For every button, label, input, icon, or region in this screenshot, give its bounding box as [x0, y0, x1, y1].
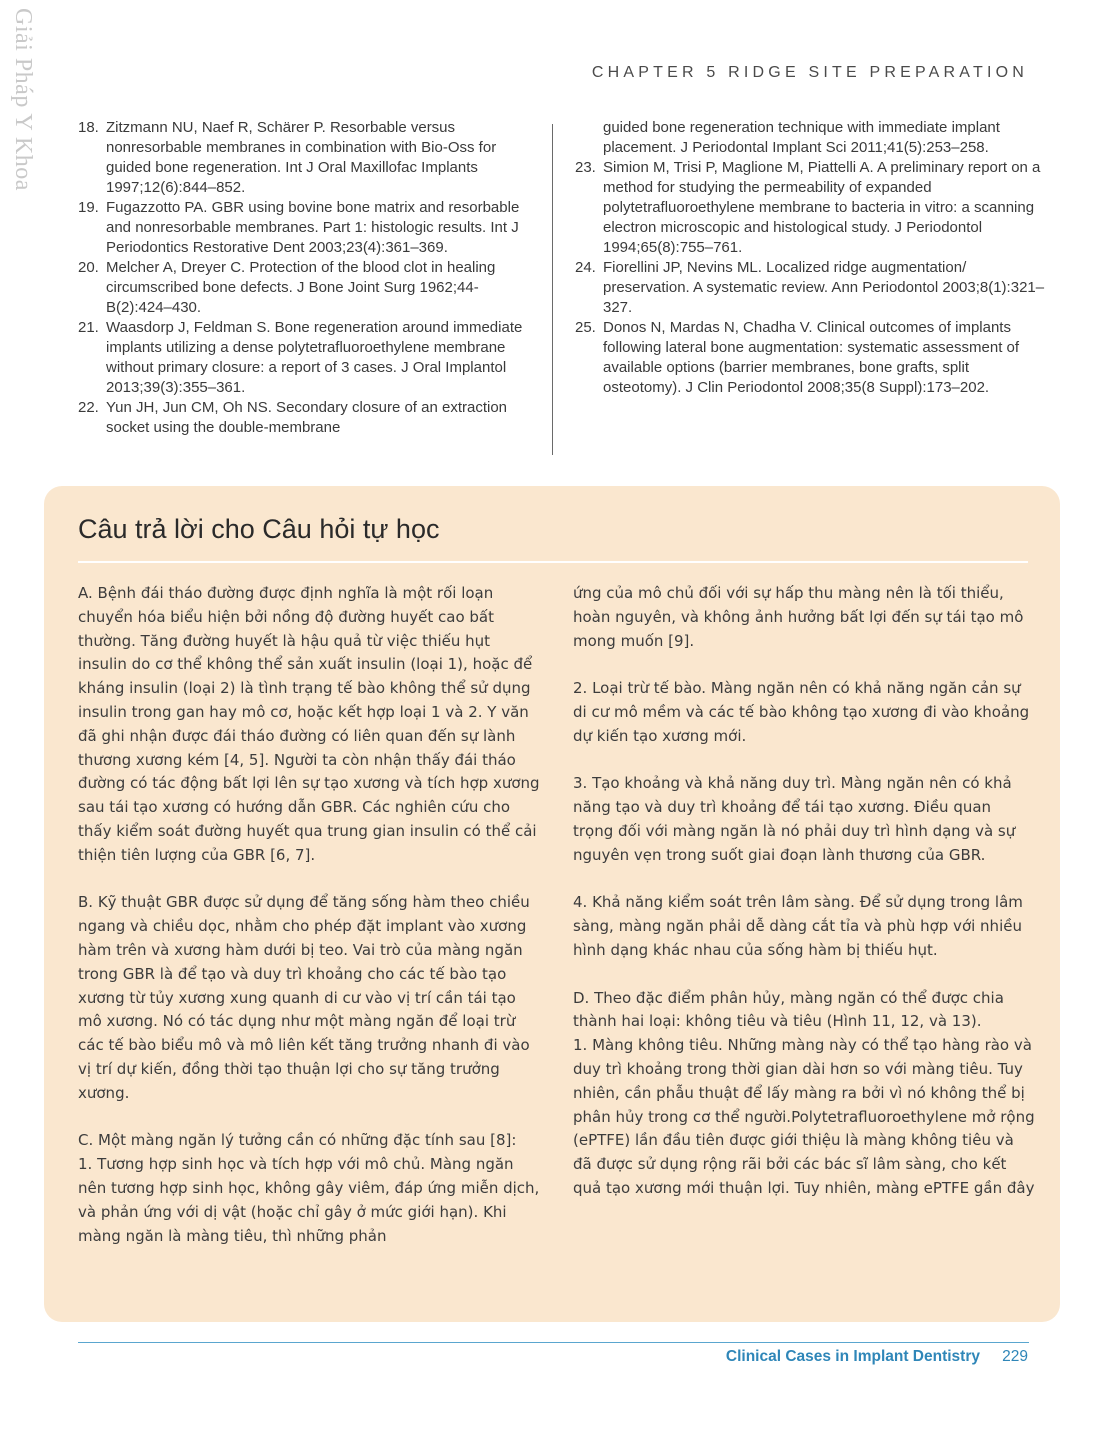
- reference-item: [78, 118, 542, 198]
- answer-section-title: Câu trả lời cho Câu hỏi tự học: [78, 514, 440, 544]
- reference-continuation: guided bone regeneration technique with immediate implant placement. J Periodontal Implant Sci 2011;41(5):253–258.: [603, 119, 1000, 156]
- reference-text: Melcher A, Dreyer C. Protection of the blood clot in healing circumscribed bone defects. J Bone Joint Surg 1962;44-B(2):424–430.: [106, 259, 496, 316]
- reference-number: 24.: [575, 259, 596, 276]
- footer-book-title: Clinical Cases in Implant Dentistry: [725, 1348, 980, 1365]
- reference-text: Fugazzotto PA. GBR using bovine bone matrix and resorbable and nonresorbable membranes. Part 1: histologic results. Int J Periodontics Restorative Dent 2003;23(4):361–369.: [106, 199, 520, 256]
- title-rule: [78, 561, 1028, 563]
- reference-text: Fiorellini JP, Nevins ML. Localized ridge augmentation/ preservation. A systematic review. Ann Periodontol 2003;8(1):321–327.: [603, 259, 1045, 316]
- reference-text: Waasdorp J, Feldman S. Bone regeneration around immediate implants utilizing a dense polytetrafluoroethylene membrane without primary closure: a report of 3 cases. J Oral Implantol 2013;39(3):355–361.: [106, 319, 523, 396]
- answer-paragraph-c: C. Một màng ngăn lý tưởng cần có những đặc tính sau [8]:: [78, 1131, 517, 1150]
- references-left-column: [78, 118, 542, 438]
- reference-number: 18.: [78, 119, 99, 136]
- reference-number: 23.: [575, 159, 596, 176]
- reference-item: [575, 158, 1045, 258]
- answer-paragraph-d1: 1. Màng không tiêu. Những màng này có thể tạo hàng rào và duy trì khoảng trong thời gian dài hơn so với màng tiêu. Tuy nhiên, cần phẫu thuật để lấy màng ra bởi vì nó không thể bị phân hủy trong cơ thể người.Polytetrafluoroethylene mở rộng (ePTFE) lần đầu tiên được giới thiệu là màng không tiêu và đã được sử dụng rộng rãi bởi các bác sĩ lâm sàng, cho kết quả tạo xương mới thuận lợi. Tuy nhiên, màng ePTFE gần đây: [573, 1036, 1035, 1197]
- reference-number: 22.: [78, 399, 99, 416]
- reference-text: Donos N, Mardas N, Chadha V. Clinical outcomes of implants following lateral bone augmentation: systematic assessment of available options (barrier membranes, bone grafts, split osteotomy). J Clin Periodontol 2008;35(8 Suppl):173–202.: [603, 319, 1020, 396]
- answer-paragraph-c2: 2. Loại trừ tế bào. Màng ngăn nên có khả năng ngăn cản sự di cư mô mềm và các tế bào không tạo xương đi vào khoảng dự kiến tạo xương mới.: [573, 679, 1030, 745]
- reference-text: Simion M, Trisi P, Maglione M, Piattelli A. A preliminary report on a method for studying the permeability of expanded polytetrafluoroethylene membrane to bacteria in vitro: a scanning electron microscopic and histological study. J Periodontol 1994;65(8):755–761.: [603, 159, 1041, 256]
- reference-item: [78, 318, 542, 398]
- answer-paragraph-c1: 1. Tương hợp sinh học và tích hợp với mô chủ. Màng ngăn nên tương hợp sinh học, không gây viêm, đáp ứng miễn dịch, và phản ứng với dị vật (hoặc chỉ gây ở mức giới hạn). Khi màng ngăn là màng tiêu, thì những phản: [78, 1155, 540, 1245]
- reference-item: [575, 258, 1045, 318]
- reference-text: Zitzmann NU, Naef R, Schärer P. Resorbable versus nonresorbable membranes in combination with Bio-Oss for guided bone regeneration. Int J Oral Maxillofac Implants 1997;12(6):844–852.: [106, 119, 497, 196]
- reference-number: 20.: [78, 259, 99, 276]
- answer-right-column: [573, 582, 1035, 1201]
- answer-paragraph-c1-cont: ứng của mô chủ đối với sự hấp thu màng nên là tối thiểu, hoàn nguyên, và không ảnh hưởng bất lợi đến sự tái tạo mô mong muốn [9].: [573, 584, 1024, 650]
- answer-left-column: [78, 582, 540, 1248]
- reference-number: 25.: [575, 319, 596, 336]
- page-number: 229: [1002, 1348, 1028, 1365]
- reference-text: Yun JH, Jun CM, Oh NS. Secondary closure of an extraction socket using the double-membrane: [106, 399, 508, 436]
- reference-number: 19.: [78, 199, 99, 216]
- reference-item: [78, 198, 542, 258]
- watermark: Giải Pháp Y Khoa: [10, 8, 36, 191]
- reference-item: [78, 258, 542, 318]
- reference-item: [575, 318, 1045, 398]
- answer-paragraph-d: D. Theo đặc điểm phân hủy, màng ngăn có thể được chia thành hai loại: không tiêu và tiêu (Hình 11, 12, và 13).: [573, 988, 1004, 1031]
- column-divider: [552, 124, 553, 455]
- running-head: CHAPTER 5 RIDGE SITE PREPARATION: [591, 64, 1028, 81]
- answer-paragraph-a: A. Bệnh đái tháo đường được định nghĩa là một rối loạn chuyển hóa biểu hiện bởi nồng độ đường huyết cao bất thường. Tăng đường huyết là hậu quả từ việc thiếu hụt insulin do cơ thể không thể sản xuất insulin (loại 1), hoặc để kháng insulin (loại 2) là tình trạng tế bào không thể sử dụng insulin trong gan hay mô cơ, hoặc kết hợp loại 1 và 2. Y văn đã ghi nhận được đái tháo đường có liên quan đến sự lành thương xương kém [4, 5]. Người ta còn nhận thấy đái tháo đường có tác động bất lợi lên sự tạo xương và tích hợp xương sau tái tạo xương có hướng dẫn GBR. Các nghiên cứu cho thấy kiểm soát đường huyết qua trung gian insulin có thể cải thiện tiên lượng của GBR [6, 7].: [78, 584, 540, 864]
- reference-item: [78, 398, 542, 438]
- answer-paragraph-c4: 4. Khả năng kiểm soát trên lâm sàng. Để sử dụng trong lâm sàng, màng ngăn phải dễ dàng cắt tỉa và phù hợp với nhiều hình dạng khác nhau của sống hàm bị thiếu hụt.: [573, 893, 1023, 959]
- answer-paragraph-b: B. Kỹ thuật GBR được sử dụng để tăng sống hàm theo chiều ngang và chiều dọc, nhằm cho phép đặt implant vào xương hàm trên và xương hàm dưới bị teo. Vai trò của màng ngăn trong GBR là để tạo và duy trì khoảng cho các tế bào tạo xương từ tủy xương xung quanh di cư vào vị trí cần tái tạo mô xương. Nó có tác dụng như một màng ngăn để loại trừ các tế bào biểu mô và mô liên kết tăng trưởng nhanh đi vào vị trí dự kiến, đồng thời tạo thuận lợi cho sự tăng trưởng xương.: [78, 893, 530, 1102]
- answer-paragraph-c3: 3. Tạo khoảng và khả năng duy trì. Màng ngăn nên có khả năng tạo và duy trì khoảng để tái tạo xương. Điều quan trọng đối với màng ngăn là nó phải duy trì hình dạng và sự nguyên vẹn trong suốt giai đoạn lành thương của GBR.: [573, 774, 1016, 864]
- references-right-column: [575, 118, 1045, 398]
- reference-number: 21.: [78, 319, 99, 336]
- footer-rule: [78, 1342, 1029, 1343]
